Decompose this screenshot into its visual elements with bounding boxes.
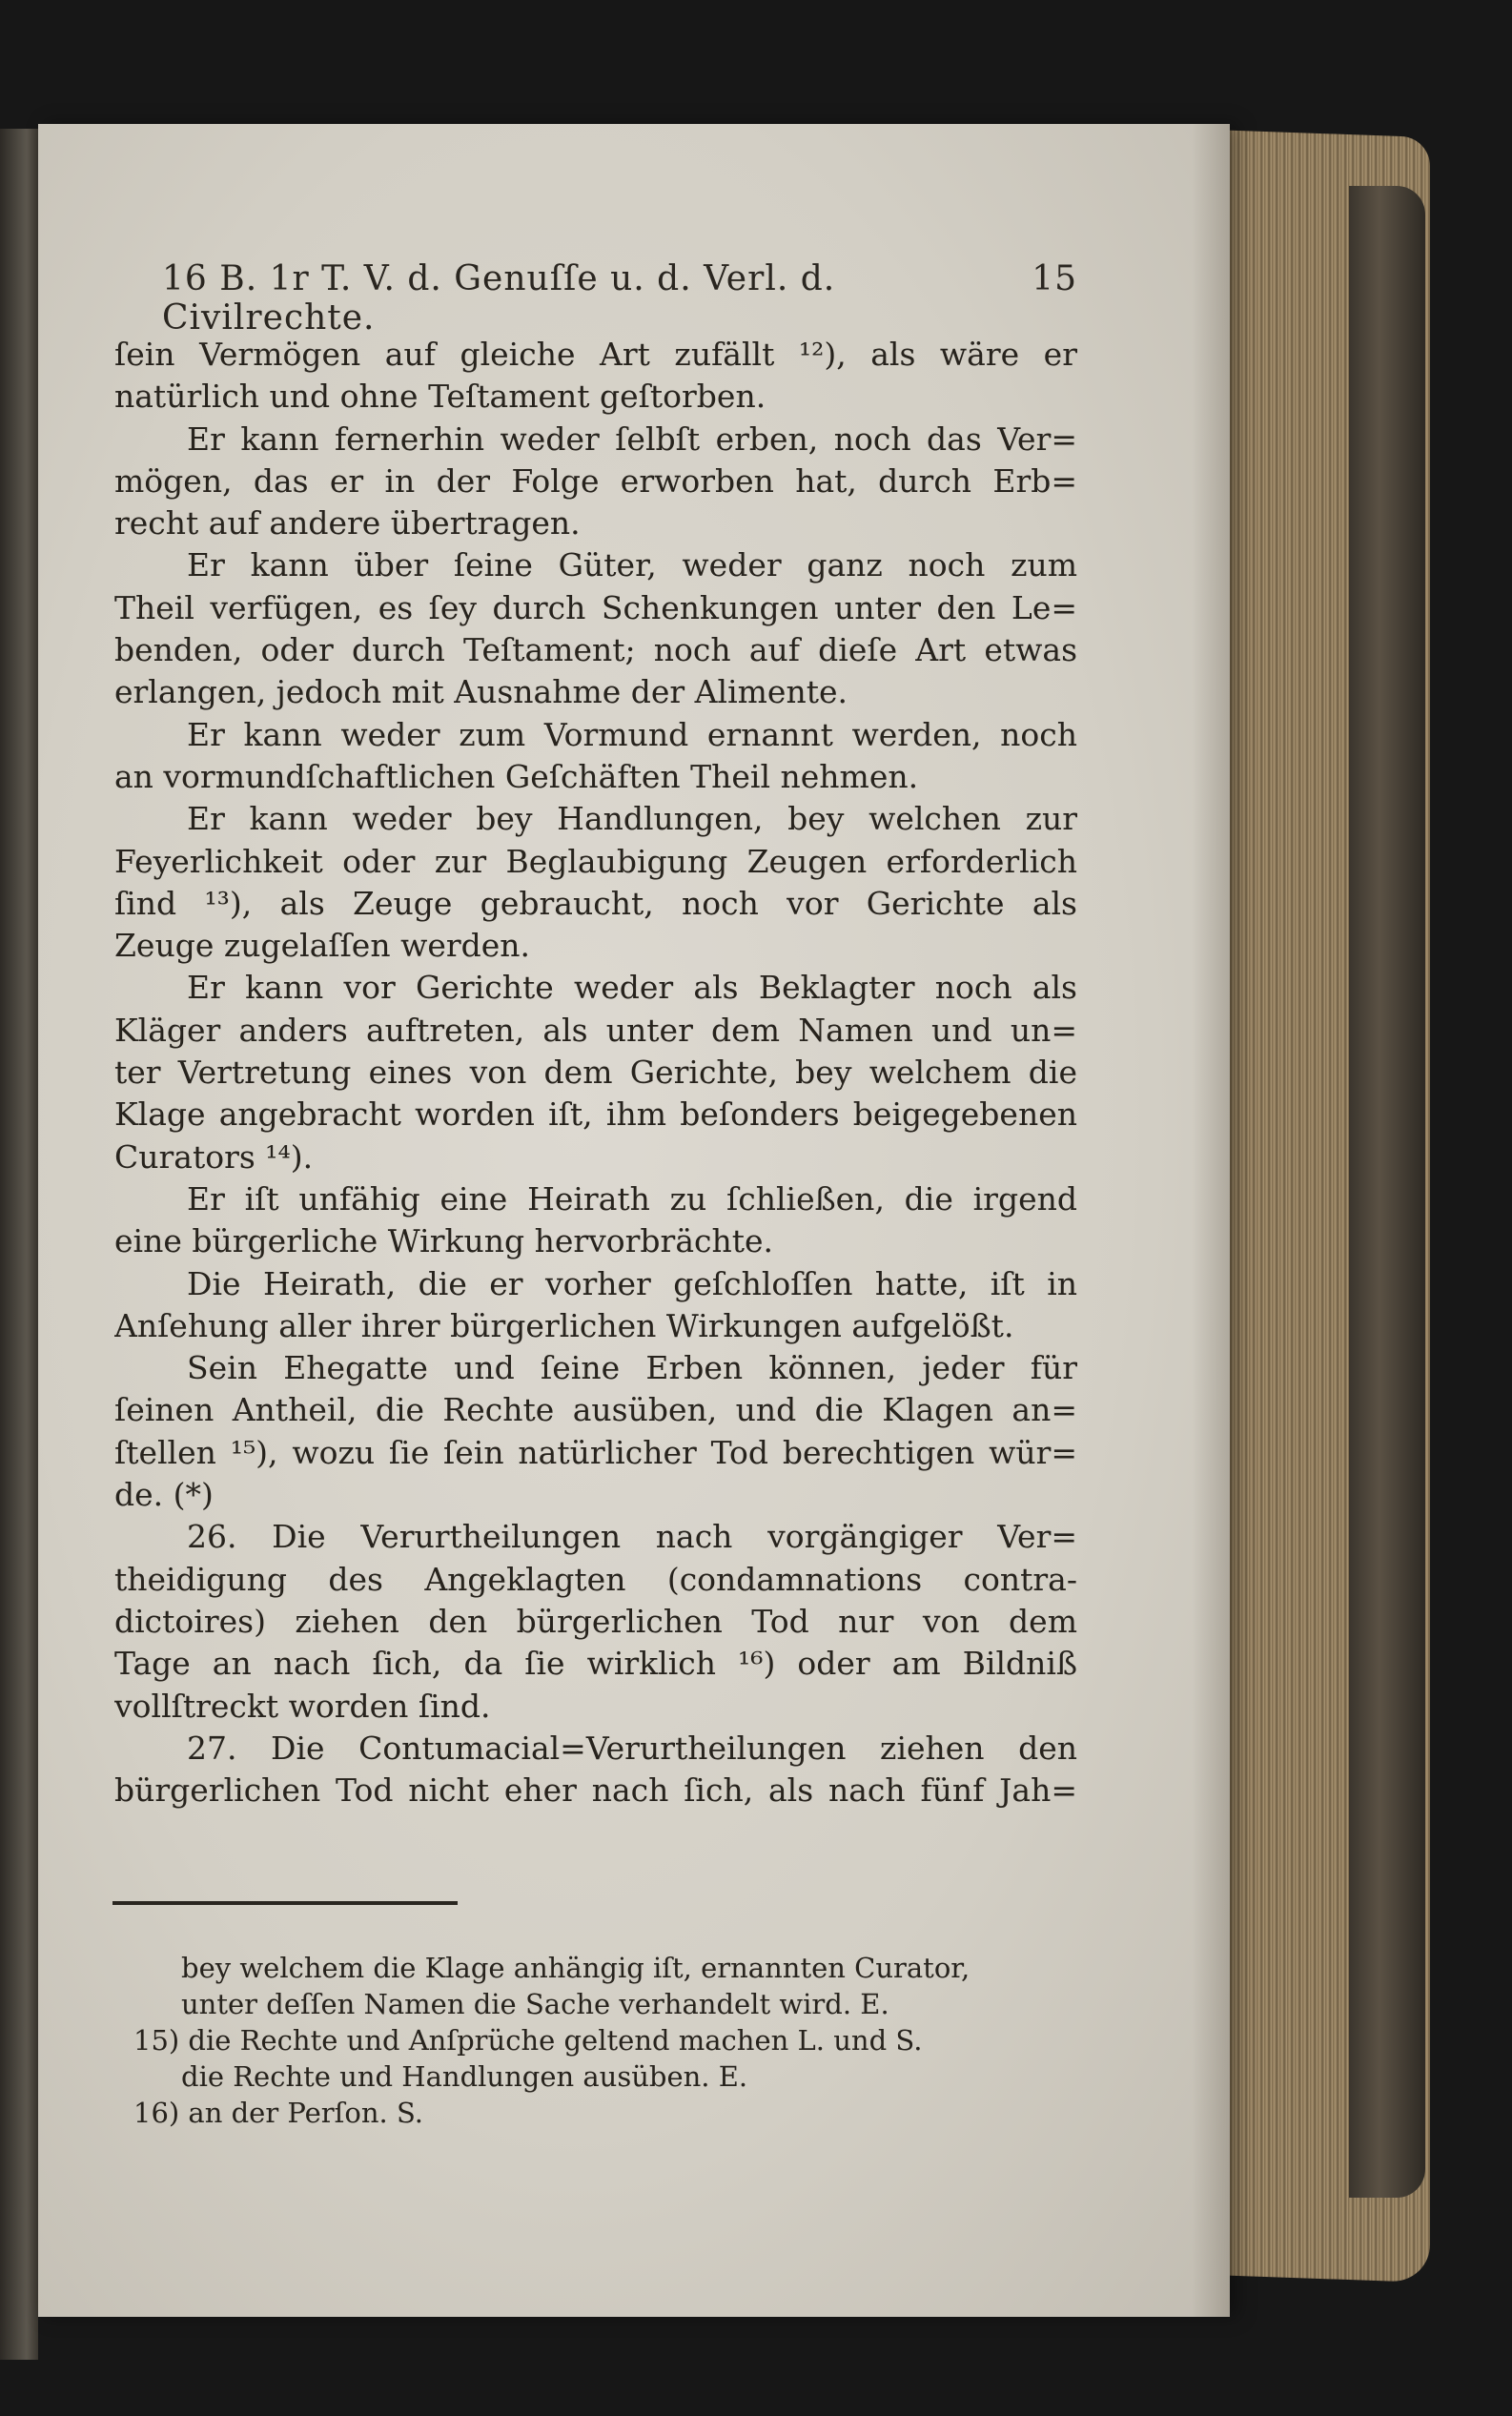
text-line: Die Heirath, die er vorher geſchloſſen hatte, iſt in xyxy=(187,1264,1077,1302)
text-line: Er kann fernerhin weder ſelbſt erben, noch das Ver= xyxy=(187,420,1077,458)
text-line: mögen, das er in der Folge erworben hat, durch Erb= xyxy=(114,461,1077,500)
text-line: eine bürgerliche Wirkung hervorbrächte. xyxy=(114,1222,774,1260)
text-line: ter Vertretung eines von dem Gerichte, bey welchem die xyxy=(114,1054,1077,1092)
text-line: ſtellen ¹⁵), wozu ſie ſein natürlicher Tod berechtigen wür= xyxy=(114,1433,1077,1471)
book-cover xyxy=(1349,186,1425,2198)
text-line: 26. Die Verurtheilungen nach vorgängiger Ver= xyxy=(187,1518,1077,1556)
text-line: Feyerlichkeit oder zur Beglaubigung Zeugen erforderlich xyxy=(114,842,1077,880)
footnote-line: 15) die Rechte und Anſprüche geltend machen L. und S. xyxy=(133,2024,923,2057)
text-line: Er kann weder bey Handlungen, bey welchen zur xyxy=(187,800,1077,838)
text-line: Anſehung aller ihrer bürgerlichen Wirkungen aufgelößt. xyxy=(114,1306,1014,1344)
text-line: ſeinen Antheil, die Rechte ausüben, und die Klagen an= xyxy=(114,1391,1077,1429)
text-line: Er kann über ſeine Güter, weder ganz noch zum xyxy=(187,546,1077,584)
running-header xyxy=(162,259,1077,338)
main-text xyxy=(114,334,1077,1812)
text-line: Kläger anders auftreten, als unter dem Namen und un= xyxy=(114,1011,1077,1049)
text-line: bürgerlichen Tod nicht eher nach ſich, als nach fünf Jah= xyxy=(114,1771,1077,1810)
text-line: Klage angebracht worden iſt, ihm beſonders beigegebenen xyxy=(114,1095,1077,1134)
text-line: dictoires) ziehen den bürgerlichen Tod nur von dem xyxy=(114,1602,1077,1640)
footnote-line: 16) an der Perſon. S. xyxy=(133,2097,424,2129)
page-number: 15 xyxy=(1032,259,1077,298)
footnote-line: unter deſſen Namen die Sache verhandelt wird. E. xyxy=(181,1988,889,2020)
text-line: ſein Vermögen auf gleiche Art zufällt ¹²), als wäre er xyxy=(114,336,1077,373)
footnote-line: die Rechte und Handlungen ausüben. E. xyxy=(181,2060,748,2093)
footnote-rule xyxy=(112,1901,458,1905)
text-line: recht auf andere übertragen. xyxy=(114,504,581,543)
footnote-line: bey welchem die Klage anhängig iſt, ernannten Curator, xyxy=(181,1952,971,1984)
text-line: vollſtreckt worden ſind. xyxy=(114,1687,491,1725)
text-line: Zeuge zugelaſſen werden. xyxy=(114,927,531,965)
text-line: Sein Ehegatte und ſeine Erben können, jeder für xyxy=(187,1349,1077,1387)
text-line: Curators ¹⁴). xyxy=(114,1137,314,1176)
text-line: natürlich und ohne Teſtament geſtorben. xyxy=(114,378,766,416)
text-line: theidigung des Angeklagten (condamnations contra- xyxy=(114,1560,1077,1598)
text-line: ſind ¹³), als Zeuge gebraucht, noch vor Gerichte als xyxy=(114,884,1077,922)
text-line: Er kann vor Gerichte weder als Beklagter noch als xyxy=(187,969,1077,1007)
text-line: 27. Die Contumacial=Verurtheilungen ziehen den xyxy=(187,1729,1077,1767)
text-line: de. (*) xyxy=(114,1476,214,1514)
text-line: Tage an nach ſich, da ſie wirklich ¹⁶) oder am Bildniß xyxy=(114,1645,1077,1683)
text-line: benden, oder durch Teſtament; noch auf dieſe Art etwas xyxy=(114,631,1077,669)
footnotes xyxy=(133,1950,1077,2131)
text-line: an vormundſchaftlichen Geſchäften Theil nehmen. xyxy=(114,757,919,795)
running-title: 16 B. 1r T. V. d. Genuſſe u. d. Verl. d. Civilrechte. xyxy=(162,259,836,338)
text-line: Er kann weder zum Vormund ernannt werden, noch xyxy=(187,715,1077,753)
text-line: erlangen, jedoch mit Ausnahme der Alimente. xyxy=(114,673,848,711)
text-line: Er iſt unfähig eine Heirath zu ſchließen, die irgend xyxy=(187,1179,1077,1218)
text-line: Theil verfügen, es ſey durch Schenkungen unter den Le= xyxy=(114,588,1077,626)
previous-page-edge xyxy=(0,129,38,2360)
